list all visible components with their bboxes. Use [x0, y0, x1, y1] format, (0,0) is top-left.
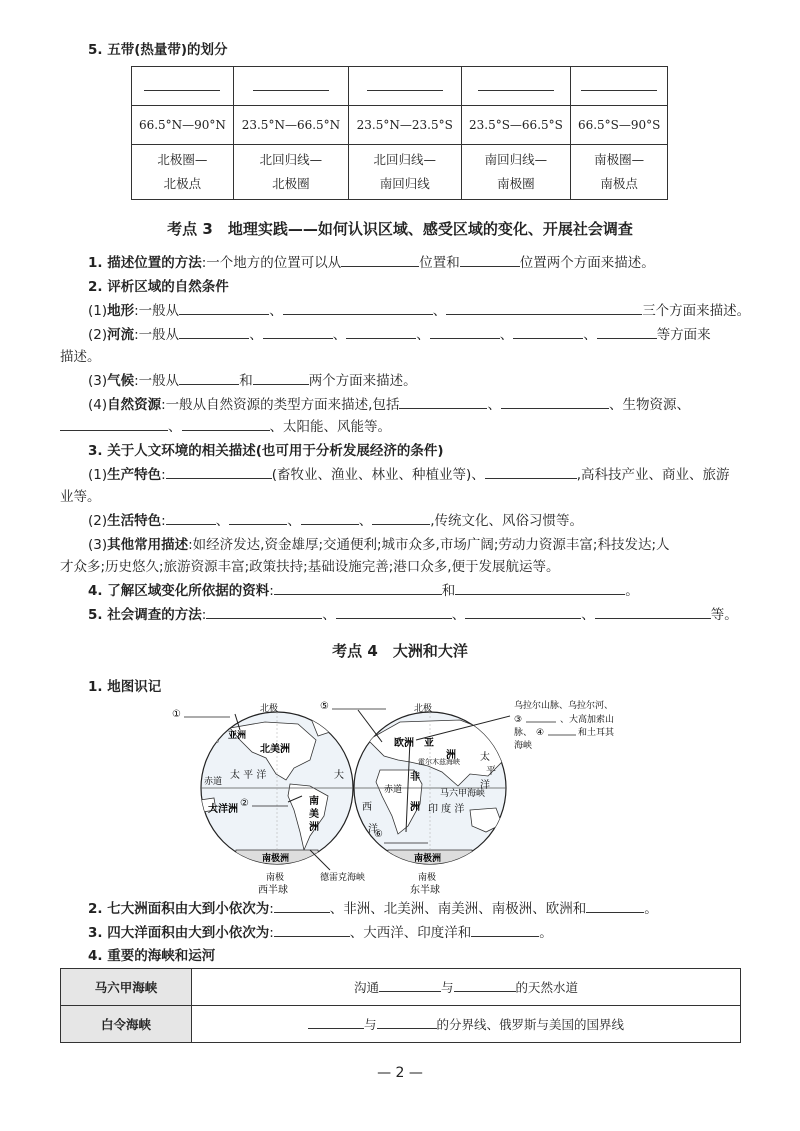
- zone-latitude: 66.5°N—90°N: [132, 106, 234, 145]
- svg-text:美: 美: [309, 809, 319, 820]
- svg-text:印 度 洋: 印 度 洋: [428, 804, 465, 815]
- svg-text:马六甲海峡: 马六甲海峡: [440, 789, 486, 799]
- svg-text:太 平 洋: 太 平 洋: [230, 770, 267, 781]
- answer-blank[interactable]: [179, 371, 239, 385]
- ural-boundary-note: [514, 700, 615, 751]
- answer-blank[interactable]: [301, 511, 359, 525]
- zone-name-blank[interactable]: [233, 67, 348, 106]
- svg-text:⑥: ⑥: [374, 829, 383, 840]
- answer-blank[interactable]: [274, 899, 330, 913]
- answer-blank[interactable]: [166, 511, 216, 525]
- zone-bounds: 北回归线— 北极圈: [233, 145, 348, 200]
- zone-name-blank[interactable]: [571, 67, 668, 106]
- answer-blank[interactable]: [586, 899, 644, 913]
- kp3-q4: 4. 了解区域变化所依据的资料: 和 。: [88, 583, 639, 599]
- kp3-river: (2)河流:一般从 、 、 、 、 、 等方面来: [88, 327, 711, 343]
- kp3-other-cont: 才众多;历史悠久;旅游资源丰富;政策扶持;基础设施完善;港口众多,便于发展航运等。: [60, 559, 560, 575]
- svg-text:赤道: 赤道: [384, 785, 403, 795]
- zone-latitude: 66.5°S—90°S: [571, 106, 668, 145]
- answer-blank[interactable]: [454, 978, 516, 992]
- page-number: — 2 —: [377, 1065, 423, 1081]
- answer-blank[interactable]: [336, 605, 452, 619]
- answer-blank[interactable]: [430, 325, 500, 339]
- svg-text:北极: 北极: [260, 704, 279, 714]
- answer-blank[interactable]: [346, 325, 416, 339]
- svg-text:洋: 洋: [368, 824, 378, 835]
- western-hemisphere: [172, 702, 365, 896]
- svg-text:洋: 洋: [480, 780, 490, 791]
- answer-blank[interactable]: [597, 325, 657, 339]
- answer-blank[interactable]: [377, 1015, 437, 1029]
- answer-blank[interactable]: [274, 923, 350, 937]
- kp4-q3: 3. 四大洋面积由大到小依次为: 、大西洋、印度洋和 。: [88, 925, 553, 941]
- svg-text:①: ①: [172, 709, 181, 720]
- answer-blank[interactable]: [399, 395, 487, 409]
- answer-blank[interactable]: [595, 605, 711, 619]
- svg-text:乌拉尔山脉、乌拉尔河、: 乌拉尔山脉、乌拉尔河、: [514, 701, 614, 711]
- kp3-other: (3)其他常用描述:如经济发达,资金雄厚;交通便利;城市众多,市场广阔;劳动力资源丰富;科技发达;人: [88, 537, 670, 553]
- answer-blank[interactable]: [179, 301, 269, 315]
- svg-text:大: 大: [334, 770, 344, 781]
- answer-blank[interactable]: [341, 253, 419, 267]
- svg-text:④: ④: [536, 728, 545, 738]
- svg-text:脉、: 脉、: [514, 728, 533, 738]
- svg-text:西半球: 西半球: [258, 885, 288, 896]
- climate-zones-table: [131, 66, 668, 200]
- world-hemispheres-map: [170, 700, 630, 896]
- svg-text:南极洲: 南极洲: [414, 854, 442, 864]
- kp3-q3-label: 3. 关于人文环境的相关描述(也可用于分析发展经济的条件): [88, 443, 444, 459]
- kp3-q1: 1. 描述位置的方法:一个地方的位置可以从 位置和 位置两个方面来描述。: [88, 255, 655, 271]
- svg-text:南极: 南极: [266, 873, 285, 883]
- kp4-q2: 2. 七大洲面积由大到小依次为: 、非洲、北美洲、南美洲、南极洲、欧洲和 。: [88, 901, 658, 917]
- svg-text:南极: 南极: [418, 873, 437, 883]
- answer-blank[interactable]: [60, 417, 168, 431]
- kp3-terrain: (1)地形:一般从 、 、 三个方面来描述。: [88, 303, 751, 319]
- answer-blank[interactable]: [485, 465, 577, 479]
- kp4-q1-label: 1. 地图识记: [88, 679, 162, 695]
- svg-text:亚洲: 亚洲: [228, 731, 247, 741]
- answer-blank[interactable]: [446, 301, 642, 315]
- zone-bounds: 北回归线— 南回归线: [349, 145, 462, 200]
- answer-blank[interactable]: [274, 581, 442, 595]
- kp4-q4-label: 4. 重要的海峡和运河: [88, 948, 216, 964]
- kp3-river-cont: 描述。: [60, 349, 101, 365]
- strait-desc: 与 的分界线、俄罗斯与美国的国界线: [192, 1006, 741, 1043]
- answer-blank[interactable]: [179, 325, 249, 339]
- kp3-q2-label: 2. 评析区域的自然条件: [88, 279, 229, 295]
- zone-bounds: 北极圈— 北极点: [132, 145, 234, 200]
- table-row: [61, 1006, 741, 1043]
- answer-blank[interactable]: [308, 1015, 364, 1029]
- zone-bounds: 南极圈— 南极点: [571, 145, 668, 200]
- answer-blank[interactable]: [372, 511, 430, 525]
- zone-latitude: 23.5°N—23.5°S: [349, 106, 462, 145]
- svg-text:西: 西: [362, 802, 372, 813]
- svg-text:南: 南: [309, 796, 319, 807]
- svg-text:非: 非: [410, 772, 420, 783]
- answer-blank[interactable]: [206, 605, 322, 619]
- answer-blank[interactable]: [471, 923, 539, 937]
- svg-text:霍尔木兹海峡: 霍尔木兹海峡: [418, 758, 460, 766]
- svg-text:平: 平: [486, 766, 496, 777]
- answer-blank[interactable]: [460, 253, 520, 267]
- svg-text:⑤: ⑤: [320, 701, 329, 712]
- zone-name-blank[interactable]: [461, 67, 571, 106]
- zone-bounds: 南回归线— 南极圈: [461, 145, 571, 200]
- svg-text:东半球: 东半球: [410, 885, 440, 896]
- straits-table: [60, 968, 741, 1043]
- svg-text:②: ②: [240, 798, 249, 809]
- section5-title: 5. 五带(热量带)的划分: [88, 42, 228, 58]
- svg-text:北美洲: 北美洲: [260, 744, 290, 755]
- zone-name-blank[interactable]: [349, 67, 462, 106]
- answer-blank[interactable]: [182, 417, 270, 431]
- answer-blank[interactable]: [229, 511, 287, 525]
- answer-blank[interactable]: [283, 301, 433, 315]
- answer-blank[interactable]: [501, 395, 609, 409]
- svg-text:南极洲: 南极洲: [262, 854, 290, 864]
- svg-text:和土耳其: 和土耳其: [578, 728, 615, 738]
- kp3-q5: 5. 社会调查的方法: 、 、 、 等。: [88, 607, 738, 623]
- strait-desc: 沟通 与 的天然水道: [192, 969, 741, 1006]
- strait-name: 马六甲海峡: [61, 969, 192, 1006]
- svg-text:北极: 北极: [414, 704, 433, 714]
- svg-text:太: 太: [480, 752, 490, 763]
- kp3-production: (1)生产特色: (畜牧业、渔业、林业、种植业等)、 ,高科技产业、商业、旅游: [88, 467, 730, 483]
- svg-text:③: ③: [514, 715, 523, 725]
- svg-text:大洋洲: 大洋洲: [208, 804, 238, 815]
- answer-blank[interactable]: [465, 605, 581, 619]
- answer-blank[interactable]: [253, 371, 309, 385]
- svg-text:德雷克海峡: 德雷克海峡: [320, 873, 366, 883]
- answer-blank[interactable]: [263, 325, 333, 339]
- svg-text:亚: 亚: [424, 738, 434, 749]
- answer-blank[interactable]: [455, 581, 625, 595]
- svg-text:欧洲: 欧洲: [394, 738, 414, 749]
- answer-blank[interactable]: [379, 978, 441, 992]
- table-row: [61, 969, 741, 1006]
- kp4-title: 考点 4 大洲和大洋: [332, 642, 468, 660]
- svg-text:洲: 洲: [410, 802, 420, 813]
- svg-text:、大高加索山: 、大高加索山: [560, 715, 615, 725]
- zone-latitude: 23.5°S—66.5°S: [461, 106, 571, 145]
- kp3-resource-cont: 、 、太阳能、风能等。: [60, 417, 391, 437]
- kp3-title: 考点 3 地理实践——如何认识区域、感受区域的变化、开展社会调查: [167, 220, 633, 238]
- svg-text:赤道: 赤道: [204, 777, 223, 787]
- zone-latitude: 23.5°N—66.5°N: [233, 106, 348, 145]
- kp3-resource: (4)自然资源:一般从自然资源的类型方面来描述,包括 、 、生物资源、: [88, 397, 690, 413]
- kp3-production-cont: 业等。: [60, 489, 101, 505]
- svg-text:洲: 洲: [446, 750, 456, 761]
- kp3-climate: (3)气候:一般从 和 两个方面来描述。: [88, 373, 417, 389]
- svg-text:海峡: 海峡: [514, 741, 533, 751]
- answer-blank[interactable]: [513, 325, 583, 339]
- kp3-life: (2)生活特色: 、 、 、 ,传统文化、风俗习惯等。: [88, 513, 583, 529]
- svg-text:洲: 洲: [309, 822, 319, 833]
- zone-name-blank[interactable]: [132, 67, 234, 106]
- strait-name: 白令海峡: [61, 1006, 192, 1043]
- answer-blank[interactable]: [166, 465, 272, 479]
